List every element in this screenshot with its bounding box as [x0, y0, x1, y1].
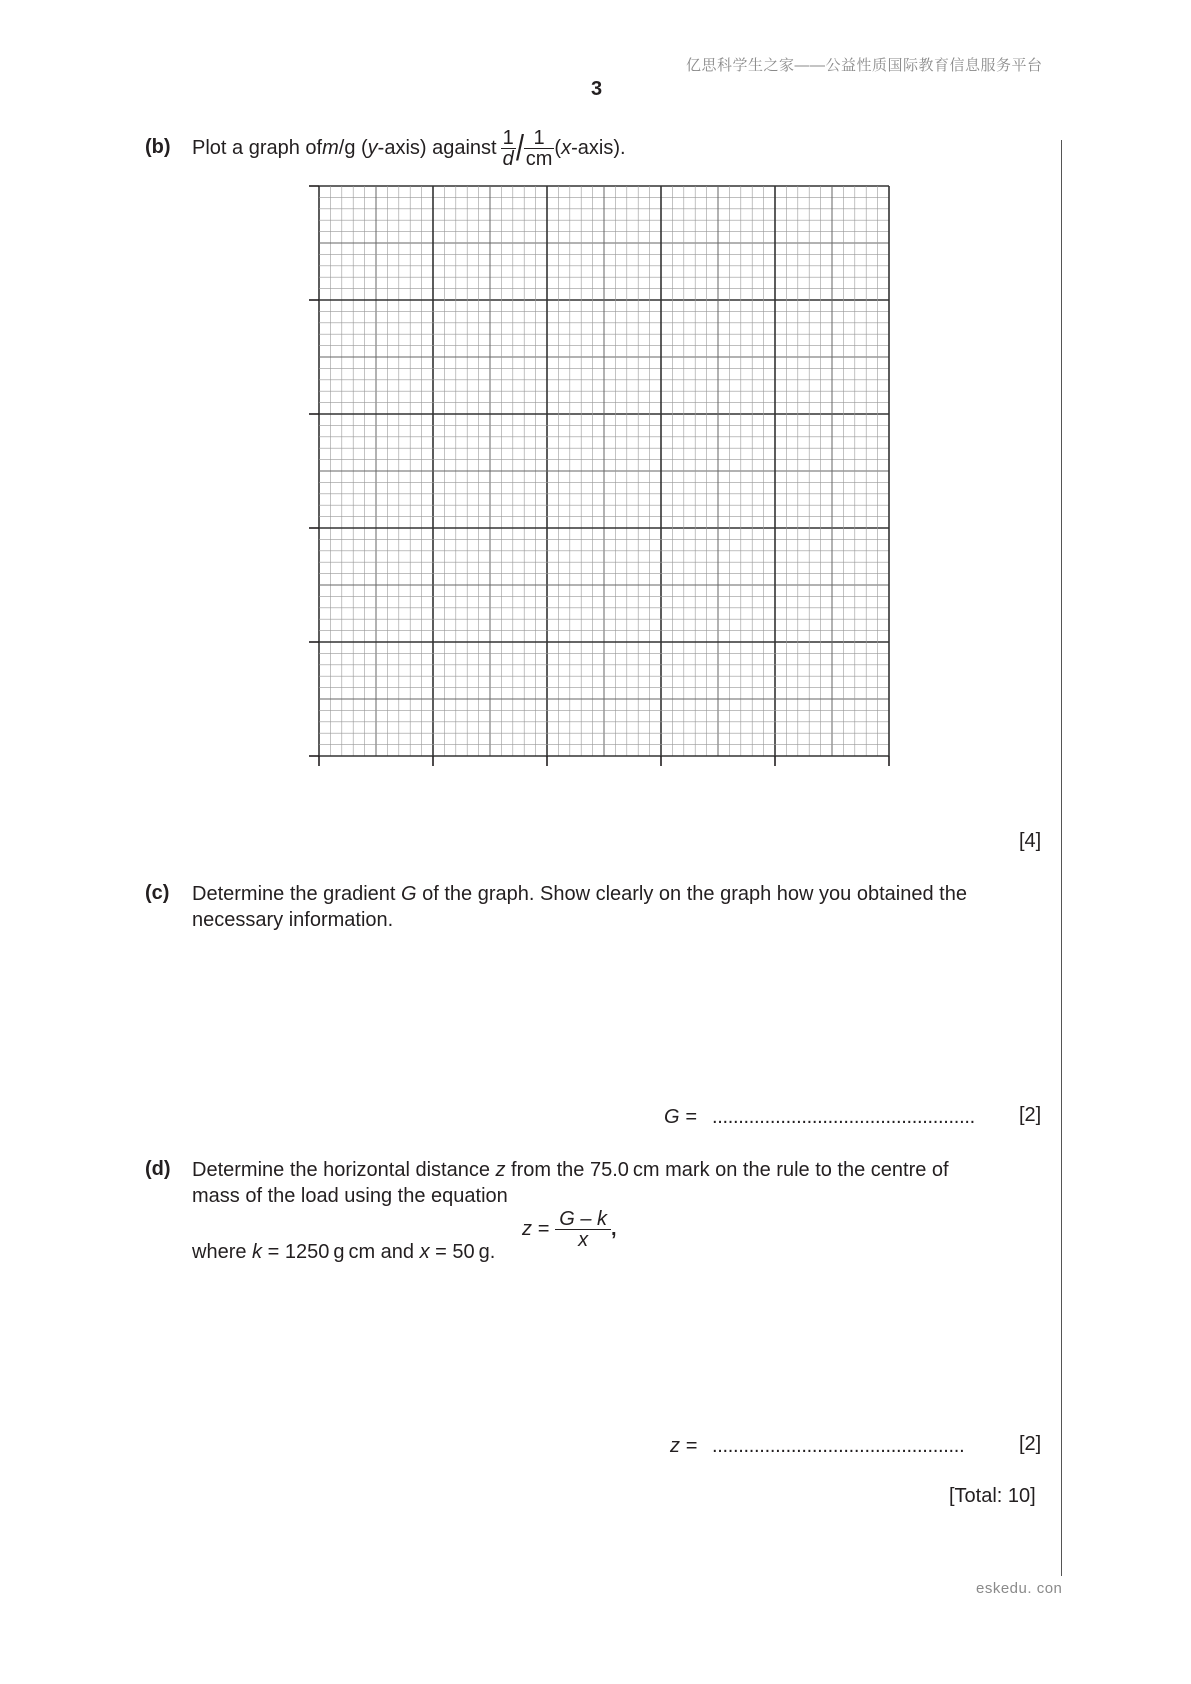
eq-fraction: [555, 1209, 611, 1250]
part-b-text-2: -axis) against: [377, 137, 497, 159]
part-c-question-line1: [192, 881, 967, 907]
part-c-label: (c): [145, 882, 170, 904]
part-b-text-1: Plot a graph of: [192, 137, 323, 159]
var-z: z: [495, 1159, 506, 1181]
part-d-label: (d): [145, 1158, 171, 1180]
part-b-text-3: (: [554, 137, 562, 159]
where-3: = 50 g.: [429, 1241, 496, 1263]
eq-numerator: G – k: [559, 1207, 608, 1230]
slash-symbol: /: [515, 127, 524, 168]
var-y: y: [367, 137, 378, 159]
frac1-denominator: d: [502, 147, 514, 170]
part-b-label: (b): [145, 136, 171, 158]
part-c-question-line2: necessary information.: [192, 909, 394, 931]
frac1-numerator: 1: [502, 126, 514, 149]
eq-comma: ,: [611, 1218, 617, 1240]
part-d-question-line1: [192, 1157, 949, 1183]
part-d-text-2: from the 75.0 cm mark on the rule to the centre of: [505, 1159, 949, 1181]
part-d-marks: [2]: [1019, 1433, 1042, 1455]
equation: [522, 1203, 617, 1255]
part-d-text-1: Determine the horizontal distance: [192, 1159, 496, 1181]
var-G: G: [401, 883, 417, 905]
var-x: x: [561, 137, 572, 159]
var-k: k: [252, 1241, 263, 1263]
var-x-d: x: [419, 1241, 430, 1263]
part-c-answer-line[interactable]: ..................................................: [712, 1106, 975, 1128]
var-m: m: [322, 137, 339, 159]
part-c-text-2: of the graph. Show clearly on the graph how you obtained the: [416, 883, 967, 905]
part-d-answer-label: z =: [670, 1435, 698, 1457]
part-b-unit-g: /g (: [338, 137, 368, 159]
page-number: 3: [591, 78, 603, 100]
part-c-marks: [2]: [1019, 1104, 1042, 1126]
part-d-question-line2: mass of the load using the equation: [192, 1185, 508, 1207]
where-1: where: [192, 1241, 253, 1263]
eq-lhs: z =: [522, 1218, 550, 1240]
frac2-numerator: 1: [533, 126, 545, 149]
part-b-marks: [4]: [1019, 830, 1042, 852]
part-d-where-line: [192, 1239, 495, 1265]
total-marks: [Total: 10]: [949, 1485, 1036, 1507]
footer-site: eskedu. con: [976, 1580, 1063, 1597]
where-2: = 1250 g cm and: [262, 1241, 420, 1263]
header-watermark: 亿思科学生之家——公益性质国际教育信息服务平台: [686, 57, 1043, 74]
frac2-denominator: cm: [525, 147, 553, 170]
part-b-text-4: -axis).: [571, 137, 626, 159]
part-c-answer-label: G =: [664, 1106, 697, 1128]
part-c-text-1: Determine the gradient: [192, 883, 402, 905]
eq-denominator: x: [555, 1229, 611, 1250]
part-d-answer-line[interactable]: ................................................: [712, 1435, 965, 1457]
